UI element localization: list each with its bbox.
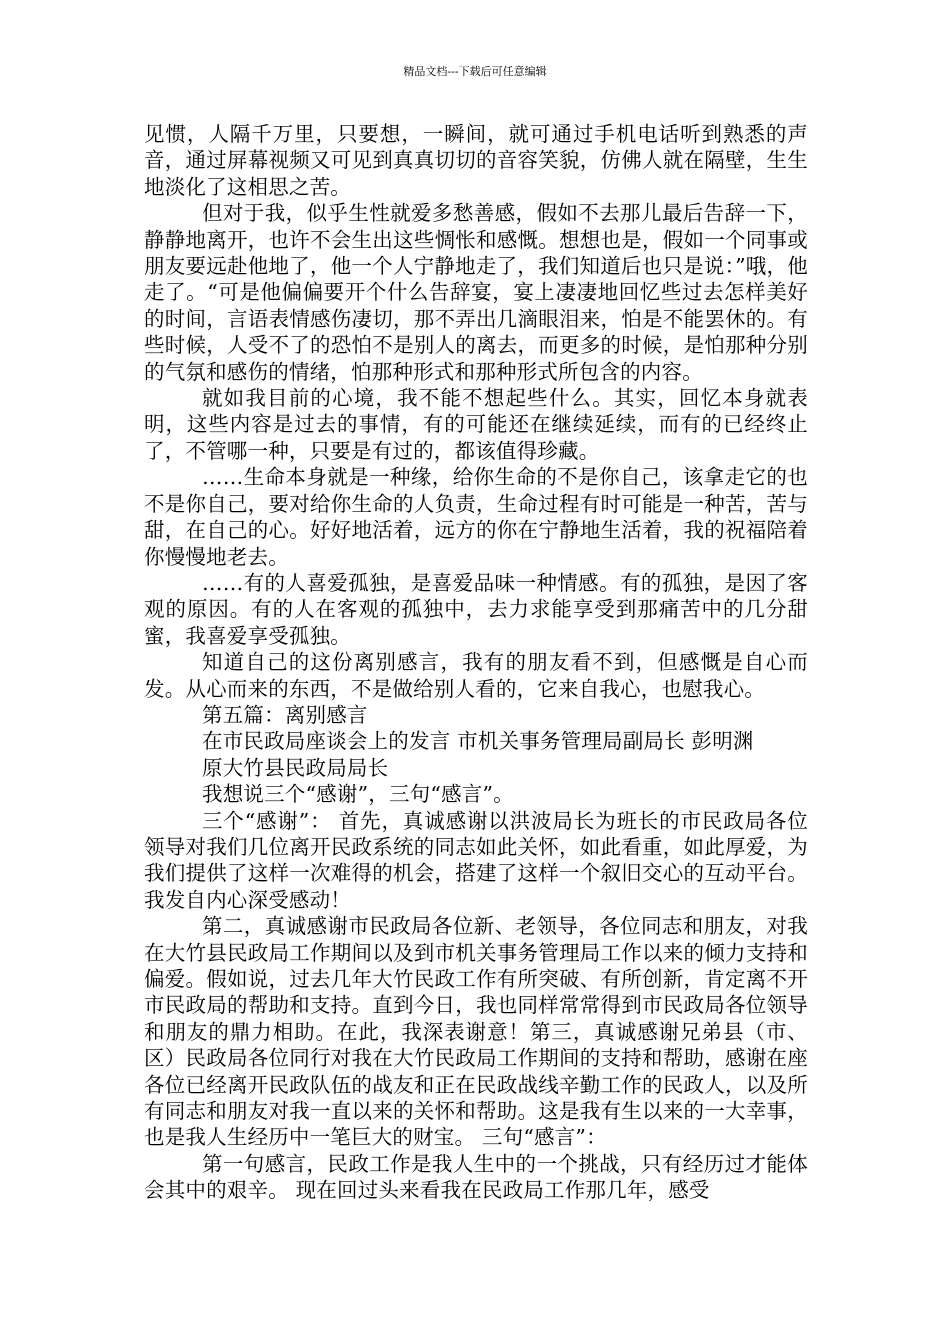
paragraph-intro: 我想说三个“感谢”，三句“感言”。 — [202, 782, 514, 807]
speaker-former-title: 原大竹县民政局局长 — [202, 755, 389, 780]
paragraph-4: ……生命本身就是一种缘，给你生命的不是你自己，该拿走它的也不是你自己，要对给你生命的人负责，生命过程有时可能是一种苦，苦与甜，在自己的心。好好地活着，远方的你在宁静地生活着，我的祝福陪着你慢慢地老去。 — [144, 465, 808, 569]
paragraph-5: ……有的人喜爱孤独，是喜爱品味一种情感。有的孤独，是因了客观的原因。有的人在客观的孤独中，去力求能享受到那痛苦中的几分甜蜜，我喜爱享受孤独。 — [144, 570, 808, 648]
paragraph-thanks-2-3: 第二，真诚感谢市民政局各位新、老领导，各位同志和朋友，对我在大竹县民政局工作期间以及到市机关事务管理局工作以来的倾力支持和偏爱。假如说，过去几年大竹民政工作有所突破、有所创新，肯定离不开市民政局的帮助和支持。直到今日，我也同样常常得到市民政局各位领导和朋友的鼎力相助。在此，我深表谢意！第三，真诚感谢兄弟县（市、区）民政局各位同行对我在大竹民政局工作期间的支持和帮助，感谢在座各位已经离开民政队伍的战友和正在民政战线辛勤工作的民政人，以及所有同志和朋友对我一直以来的关怀和帮助。这是我有生以来的一大幸事，也是我人生经历中一笔巨大的财宝。 三句“感言”： — [144, 914, 808, 1150]
paragraph-remark-1: 第一句感言，民政工作是我人生中的一个挑战，只有经历过才能体会其中的艰辛。 现在回过头来看我在民政局工作那几年，感受 — [144, 1151, 808, 1203]
paragraph-6: 知道自己的这份离别感言，我有的朋友看不到，但感慨是自心而发。从心而来的东西，不是做给别人看的，它来自我心，也慰我心。 — [144, 650, 808, 701]
paragraph-1: 见惯，人隔千万里，只要想，一瞬间，就可通过手机电话听到熟悉的声音，通过屏幕视频又可见到真真切切的音容笑貌，仿佛人就在隔壁，生生地淡化了这相思之苦。 — [144, 122, 808, 199]
paragraph-2: 但对于我，似乎生性就爱多愁善感，假如不去那儿最后告辞一下，静静地离开，也许不会生出这些惆怅和感慨。想想也是，假如一个同事或朋友要远赴他地了，他一个人宁静地走了，我们知道后也只是说：”哦，他走了。“可是他偏偏要开个什么告辞宴，宴上凄凄地回忆些过去怎样美好的时间，言语表情感伤凄切，那不弄出几滴眼泪来，怕是不能罢休的。有些时候，人受不了的恐怕不是别人的离去，而更多的时候，是怕那种分别的气氛和感伤的情绪，怕那种形式和那种形式所包含的内容。 — [144, 201, 808, 384]
paragraph-3: 就如我目前的心境，我不能不想起些什么。其实，回忆本身就表明，这些内容是过去的事情，有的可能还在继续延续，而有的已经终止了，不管哪一种，只要是有过的，都该值得珍藏。 — [144, 386, 808, 463]
section-title: 第五篇：离别感言 — [202, 702, 368, 727]
paragraph-thanks-1: 三个“感谢”： 首先，真诚感谢以洪波局长为班长的市民政局各位领导对我们几位离开民政系统的同志如此关怀，如此看重，如此厚爱，为我们提供了这样一次难得的机会，搭建了这样一个叙旧交心的互动平台。我发自内心深受感动！ — [144, 808, 808, 912]
speech-subtitle: 在市民政局座谈会上的发言 市机关事务管理局副局长 彭明渊 — [202, 729, 754, 754]
document-body — [144, 121, 808, 1204]
page-header: 精品文档---下载后可任意编辑 — [403, 65, 547, 78]
